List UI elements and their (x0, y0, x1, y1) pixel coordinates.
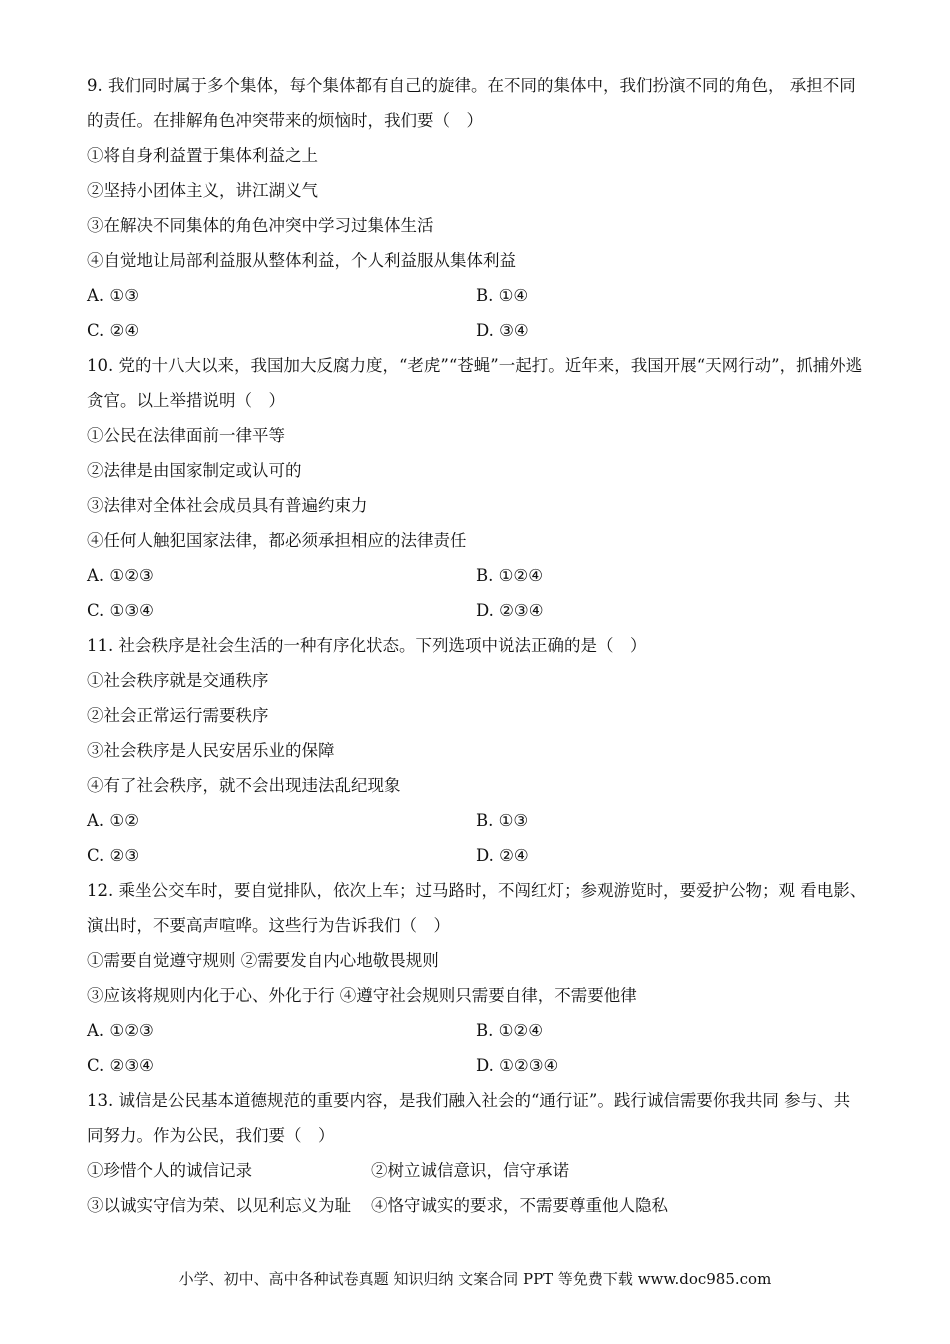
question-10 (87, 352, 877, 632)
option-c: C. ②④ (87, 321, 140, 340)
option-a: A. ①②③ (87, 566, 154, 585)
statement: ③社会秩序是人民安居乐业的保障 (87, 741, 335, 760)
question-stem: 13. 诚信是公民基本道德规范的重要内容，是我们融入社会的“通行证”。践行诚信需要你我共同 参与、共 (87, 1091, 851, 1110)
option-c: C. ②③④ (87, 1056, 154, 1075)
page-footer: 小学、初中、高中各种试卷真题 知识归纳 文案合同 PPT 等免费下载 www.doc985.com (178, 1270, 772, 1288)
question-stem: 9. 我们同时属于多个集体，每个集体都有自己的旋律。在不同的集体中，我们扮演不同的角色， 承担不同 (87, 76, 856, 95)
question-stem: 贪官。以上举措说明（ ） (87, 391, 285, 410)
question-9 (87, 72, 877, 352)
option-d: D. ②③④ (476, 601, 544, 620)
option-b: B. ①②④ (476, 1021, 543, 1040)
statement: ④有了社会秩序，就不会出现违法乱纪现象 (87, 776, 401, 795)
option-row (87, 842, 877, 877)
question-13 (87, 1087, 877, 1227)
statement: ④自觉地让局部利益服从整体利益，个人利益服从集体利益 (87, 251, 516, 270)
statement: ②树立诚信意识，信守承诺 (371, 1161, 569, 1180)
question-stem: 的责任。在排解角色冲突带来的烦恼时，我们要（ ） (87, 111, 483, 130)
statement: ①社会秩序就是交通秩序 (87, 671, 269, 690)
option-row (87, 807, 877, 842)
question-12 (87, 877, 877, 1087)
option-c: C. ①③④ (87, 601, 154, 620)
option-a: A. ①③ (87, 286, 139, 305)
statement: ①将自身利益置于集体利益之上 (87, 146, 318, 165)
statement: ④任何人触犯国家法律，都必须承担相应的法律责任 (87, 531, 467, 550)
statement: ①需要自觉遵守规则 ②需要发自内心地敬畏规则 (87, 951, 439, 970)
statement: ③法律对全体社会成员具有普遍约束力 (87, 496, 368, 515)
question-stem: 同努力。作为公民，我们要（ ） (87, 1126, 335, 1145)
option-row (87, 1052, 877, 1087)
statement: ①公民在法律面前一律平等 (87, 426, 285, 445)
option-a: A. ①② (87, 811, 139, 830)
statement: ②坚持小团体主义，讲江湖义气 (87, 181, 318, 200)
statement: ③在解决不同集体的角色冲突中学习过集体生活 (87, 216, 434, 235)
statement: ①珍惜个人的诚信记录 (87, 1161, 252, 1180)
statement: ③以诚实守信为荣、以见利忘义为耻 (87, 1196, 351, 1215)
option-d: D. ①②③④ (476, 1056, 559, 1075)
statement: ②法律是由国家制定或认可的 (87, 461, 302, 480)
question-stem: 演出时，不要高声喧哗。这些行为告诉我们（ ） (87, 916, 450, 935)
option-row (87, 317, 877, 352)
statement: ④恪守诚实的要求，不需要尊重他人隐私 (371, 1196, 668, 1215)
option-b: B. ①④ (476, 286, 529, 305)
question-list (87, 72, 877, 1227)
option-row (87, 282, 877, 317)
statement: ③应该将规则内化于心、外化于行 ④遵守社会规则只需要自律，不需要他律 (87, 986, 637, 1005)
statement: ②社会正常运行需要秩序 (87, 706, 269, 725)
question-stem: 11. 社会秩序是社会生活的一种有序化状态。下列选项中说法正确的是（ ） (87, 636, 647, 655)
question-stem: 10. 党的十八大以来，我国加大反腐力度，“老虎”“苍蝇”一起打。近年来，我国开展“天网行动”，抓捕外逃 (87, 356, 863, 375)
option-row (87, 562, 877, 597)
option-d: D. ②④ (476, 846, 529, 865)
option-c: C. ②③ (87, 846, 140, 865)
statement-row (87, 1157, 877, 1192)
option-row (87, 1017, 877, 1052)
option-d: D. ③④ (476, 321, 529, 340)
option-b: B. ①②④ (476, 566, 543, 585)
option-b: B. ①③ (476, 811, 529, 830)
question-11 (87, 632, 877, 877)
question-stem: 12. 乘坐公交车时，要自觉排队，依次上车；过马路时，不闯红灯；参观游览时，要爱护公物；观 看电影、 (87, 881, 867, 900)
option-a: A. ①②③ (87, 1021, 154, 1040)
statement-row (87, 1192, 877, 1227)
option-row (87, 597, 877, 632)
